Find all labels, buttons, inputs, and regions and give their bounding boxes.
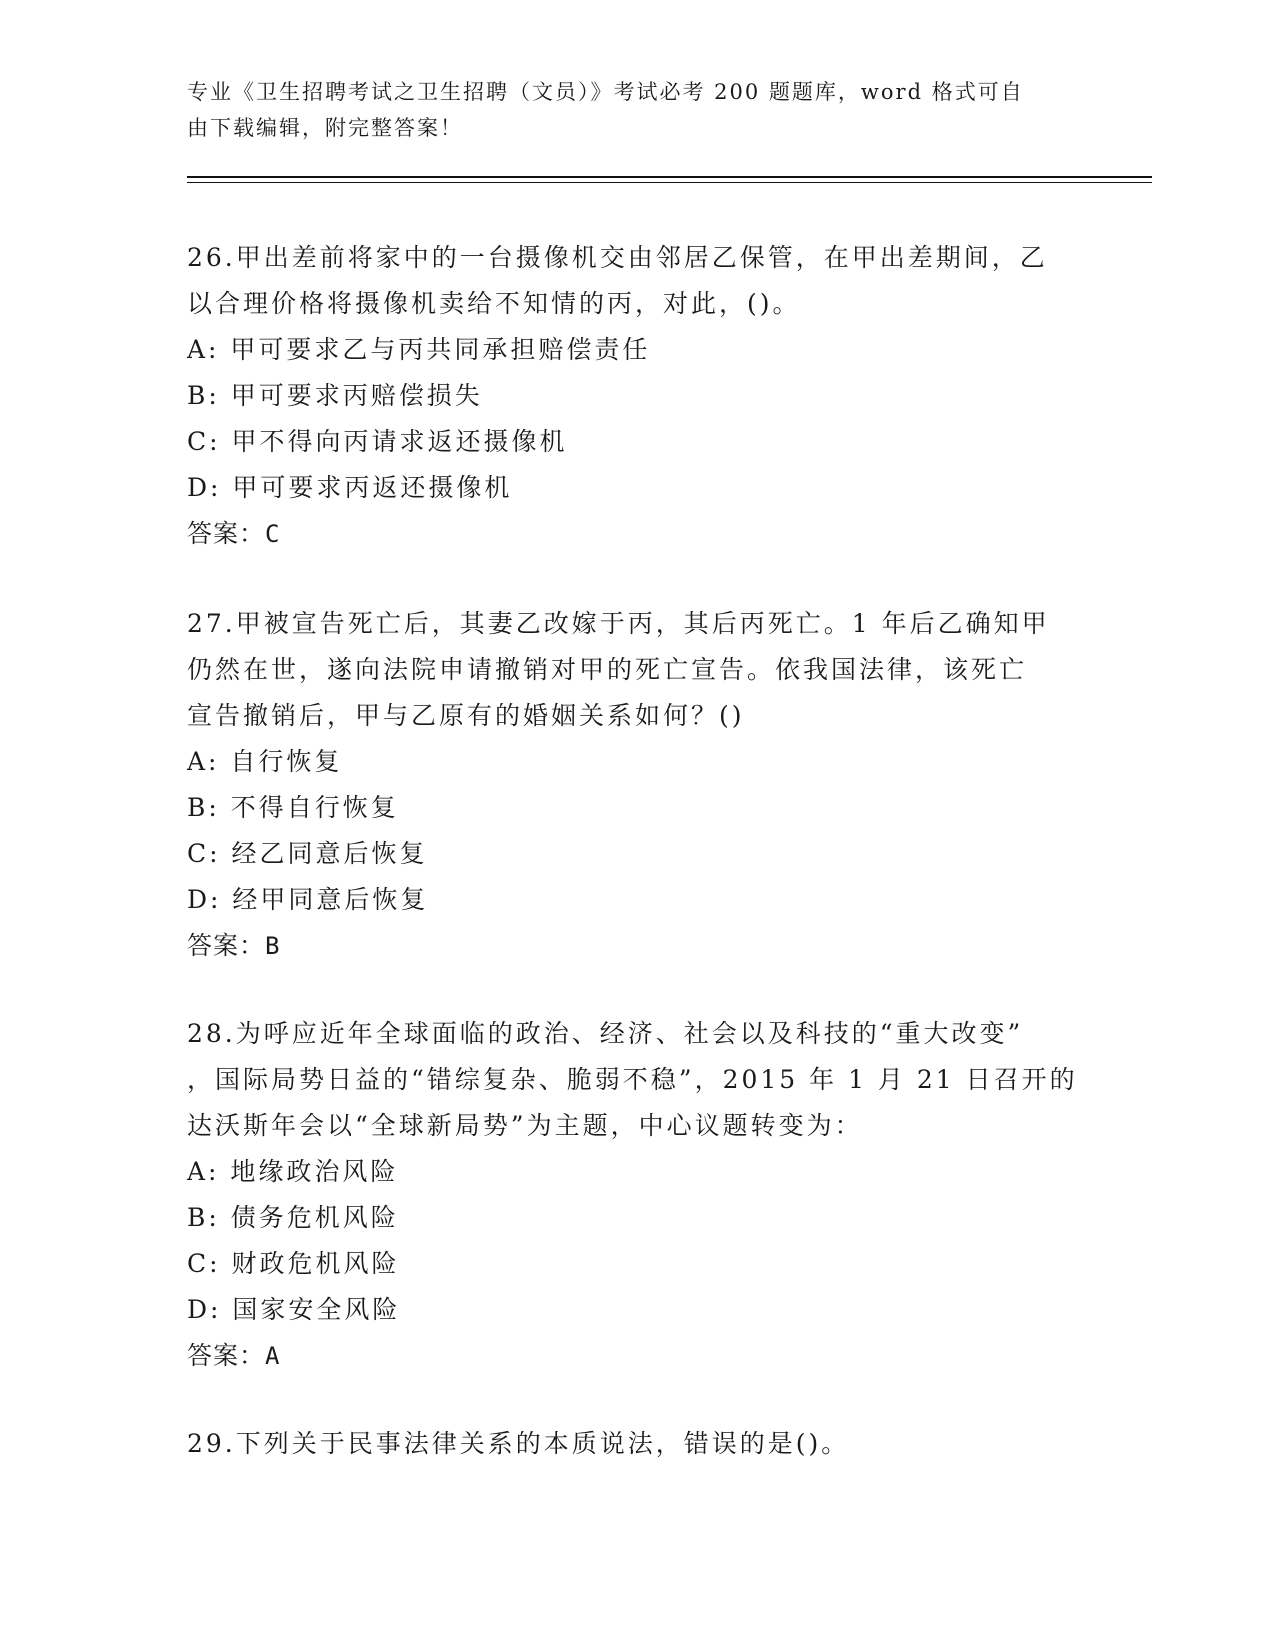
answer-value: C bbox=[265, 520, 281, 548]
document-header bbox=[187, 74, 1087, 146]
stem-line: 达沃斯年会以“全球新局势”为主题，中心议题转变为： bbox=[187, 1111, 863, 1140]
option-c: C: 经乙同意后恢复 bbox=[187, 839, 428, 868]
option-b: B: 甲可要求丙赔偿损失 bbox=[187, 381, 483, 410]
stem-line: 宣告撤销后，甲与乙原有的婚姻关系如何？() bbox=[187, 701, 745, 730]
answer-label: 答案： bbox=[187, 1341, 266, 1370]
question-26 bbox=[187, 235, 1087, 557]
answer bbox=[187, 1333, 1087, 1379]
question-stem bbox=[187, 1421, 1087, 1467]
stem-line: 26.甲出差前将家中的一台摄像机交由邻居乙保管，在甲出差期间，乙 bbox=[187, 243, 1048, 272]
option-a: A: 甲可要求乙与丙共同承担赔偿责任 bbox=[187, 335, 651, 364]
option-c: C: 甲不得向丙请求返还摄像机 bbox=[187, 427, 568, 456]
question-stem bbox=[187, 601, 1087, 739]
question-stem bbox=[187, 235, 1087, 327]
option-a: A: 地缘政治风险 bbox=[187, 1157, 399, 1186]
question-28 bbox=[187, 1011, 1087, 1379]
answer bbox=[187, 923, 1087, 969]
answer-value: B bbox=[265, 932, 281, 960]
stem-line: ，国际局势日益的“错综复杂、脆弱不稳”，2015 年 1 月 21 日召开的 bbox=[187, 1065, 1078, 1094]
option-a: A: 自行恢复 bbox=[187, 747, 343, 776]
header-divider-thin bbox=[187, 182, 1152, 183]
answer-value: A bbox=[265, 1342, 281, 1370]
answer-label: 答案： bbox=[187, 931, 266, 960]
option-d: D: 经甲同意后恢复 bbox=[187, 885, 429, 914]
question-stem bbox=[187, 1011, 1087, 1149]
stem-line: 28.为呼应近年全球面临的政治、经济、社会以及科技的“重大改变” bbox=[187, 1019, 1024, 1048]
option-d: D: 国家安全风险 bbox=[187, 1295, 401, 1324]
answer-label: 答案： bbox=[187, 519, 266, 548]
option-b: B: 债务危机风险 bbox=[187, 1203, 399, 1232]
stem-line: 29.下列关于民事法律关系的本质说法，错误的是()。 bbox=[187, 1429, 850, 1458]
option-c: C: 财政危机风险 bbox=[187, 1249, 400, 1278]
stem-line: 27.甲被宣告死亡后，其妻乙改嫁于丙，其后丙死亡。1 年后乙确知甲 bbox=[187, 609, 1050, 638]
stem-line: 以合理价格将摄像机卖给不知情的丙，对此，()。 bbox=[187, 289, 801, 318]
answer bbox=[187, 511, 1087, 557]
option-d: D: 甲可要求丙返还摄像机 bbox=[187, 473, 513, 502]
option-b: B: 不得自行恢复 bbox=[187, 793, 399, 822]
header-divider-thick bbox=[187, 176, 1152, 178]
header-line-2: 由下载编辑，附完整答案！ bbox=[187, 116, 463, 140]
question-29 bbox=[187, 1421, 1087, 1467]
question-27 bbox=[187, 601, 1087, 969]
stem-line: 仍然在世，遂向法院申请撤销对甲的死亡宣告。依我国法律，该死亡 bbox=[187, 655, 1028, 684]
header-line-1: 专业《卫生招聘考试之卫生招聘（文员）》考试必考 200 题题库，word 格式可自 bbox=[187, 80, 1024, 104]
